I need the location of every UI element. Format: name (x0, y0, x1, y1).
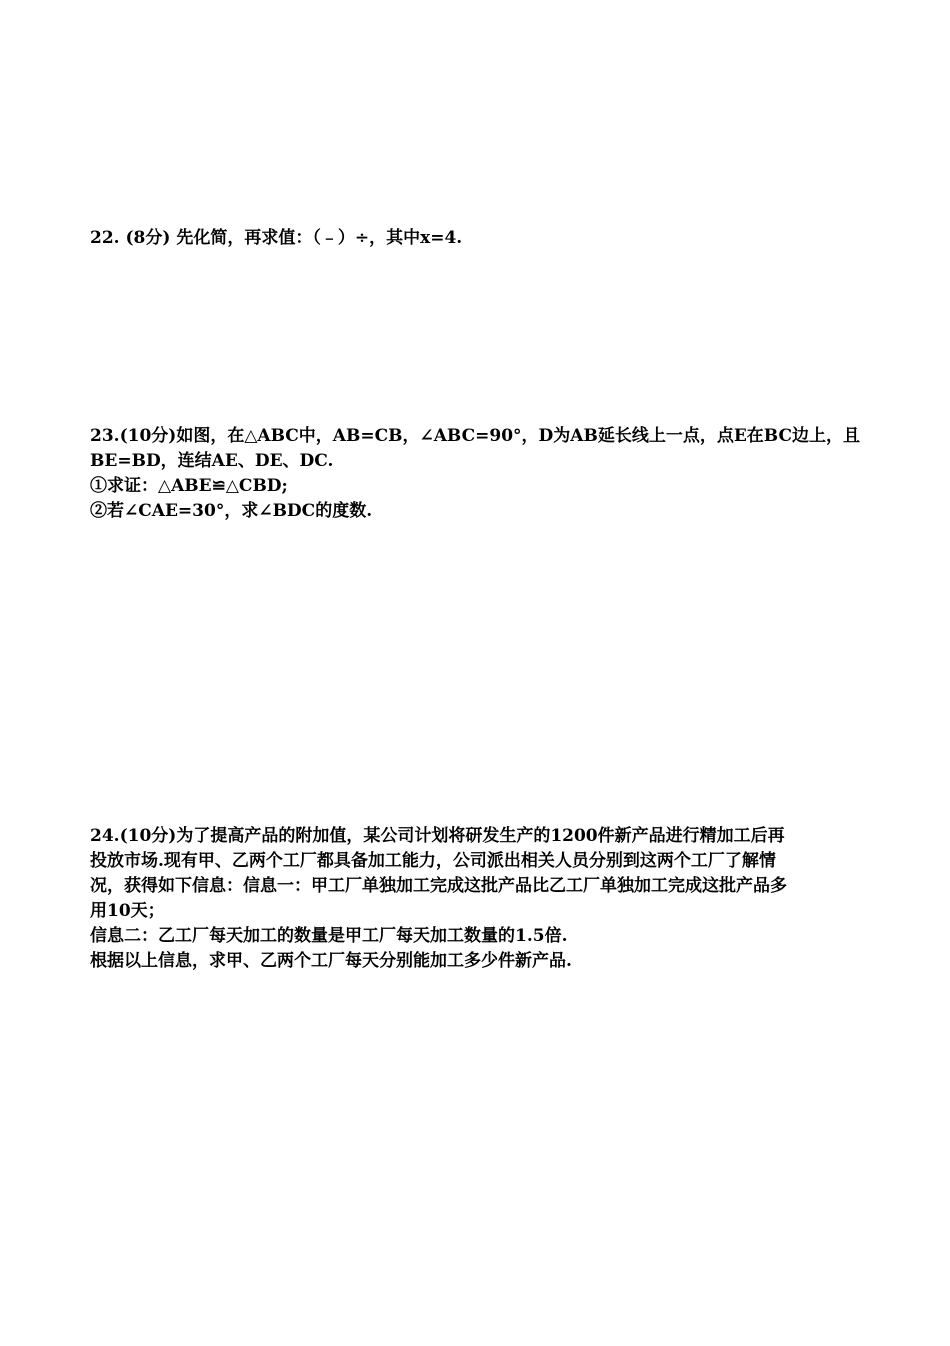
problem-24-stem-line-3: 况，获得如下信息：信息一：甲工厂单独加工完成这批产品比乙工厂单独加工完成这批产品多 (90, 876, 787, 896)
problem-24-stem-line-4: 用10天； (90, 901, 165, 921)
problem-24-stem-line-2: 投放市场.现有甲、乙两个工厂都具备加工能力，公司派出相关人员分别到这两个工厂了解情 (90, 851, 776, 871)
problem-24-stem-line-1: 24.(10分)为了提高产品的附加值，某公司计划将研发生产的1200件新产品进行精加工后再 (90, 826, 785, 846)
problem-23-part-2: ②若∠CAE=30°，求∠BDC的度数. (90, 501, 373, 521)
problem-24-info-2: 信息二：乙工厂每天加工的数量是甲工厂每天加工数量的1.5倍. (90, 926, 568, 946)
problem-24-question: 根据以上信息，求甲、乙两个工厂每天分别能加工多少件新产品. (90, 951, 572, 971)
problem-23-stem-line-2: BE=BD，连结AE、DE、DC. (90, 451, 334, 471)
problem-23-stem-line-1: 23.(10分)如图，在△ABC中，AB=CB，∠ABC=90°，D为AB延长线上一点，点E在BC边上，且 (90, 426, 861, 446)
problem-24 (90, 824, 865, 974)
problem-23 (90, 424, 865, 524)
problem-22 (90, 226, 865, 251)
problem-23-part-1: ①求证：△ABE≌△CBD; (90, 476, 288, 496)
problem-22-text: 22. (8分) 先化简，再求值：（﹣）÷，其中x=4. (90, 228, 463, 248)
